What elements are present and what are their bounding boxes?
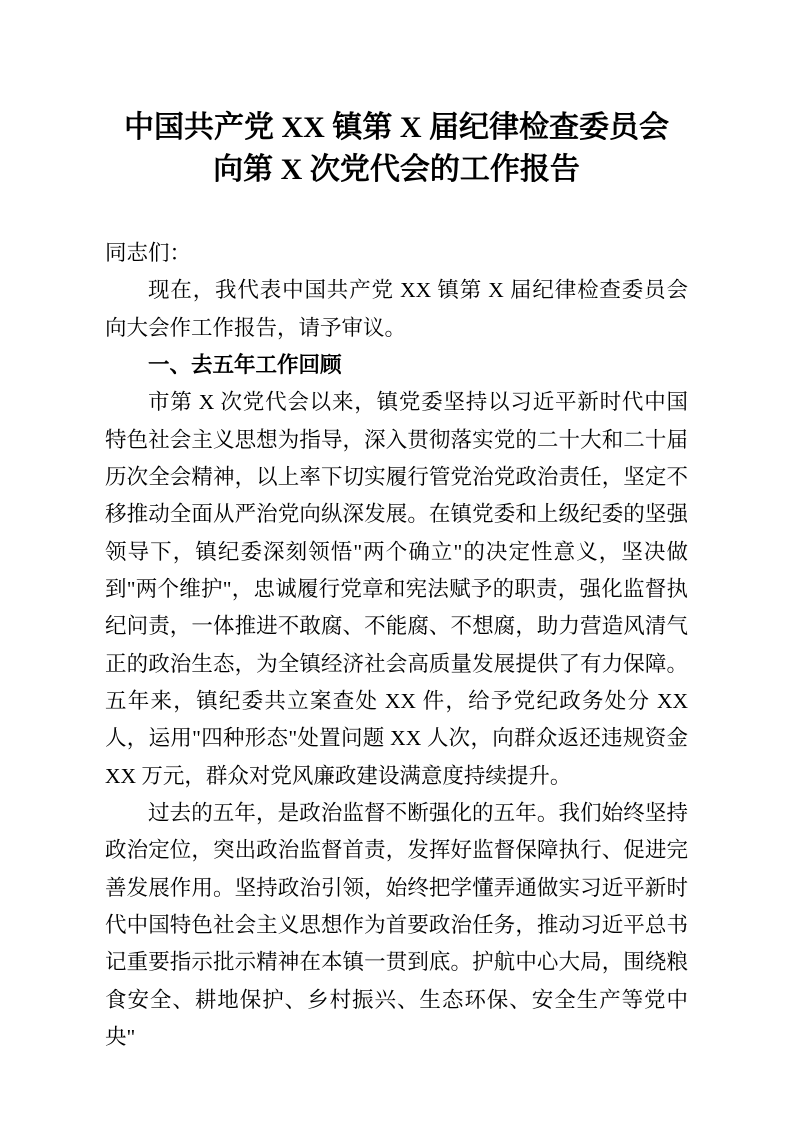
intro-paragraph: 现在，我代表中国共产党 XX 镇第 X 届纪律检查委员会向大会作工作报告，请予审议。 — [105, 278, 688, 340]
body-paragraph-2: 过去的五年，是政治监督不断强化的五年。我们始终坚持政治定位，突出政治监督首责，发挥好监督保障执行、促进完善发展作用。坚持政治引领，始终把学懂弄通做实习近平新时代中国特色社会主义思想作为首要政治任务，推动习近平总书记重要指示批示精神在本镇一贯到底。护航中心大局，围绕粮食安全、耕地保护、乡村振兴、生态环保、安全生产等党中央" — [105, 800, 688, 1049]
document-title — [105, 107, 688, 191]
document-title-line-1: 中国共产党 XX 镇第 X 届纪律检查委员会 — [124, 111, 669, 144]
document-title-line-2: 向第 X 次党代会的工作报告 — [213, 153, 580, 186]
body-paragraph-1: 市第 X 次党代会以来，镇党委坚持以习近平新时代中国特色社会主义思想为指导，深入贯彻落实党的二十大和二十届历次全会精神，以上率下切实履行管党治党政治责任，坚定不移推动全面从严治党向纵深发展。在镇党委和上级纪委的坚强领导下，镇纪委深刻领悟"两个确立"的决定性意义，坚决做到"两个维护"，忠诚履行党章和宪法赋予的职责，强化监督执纪问责，一体推进不敢腐、不能腐、不想腐，助力营造风清气正的政治生态，为全镇经济社会高质量发展提供了有力保障。五年来，镇纪委共立案查处 XX 件，给予党纪政务处分 XX 人，运用"四种形态"处置问题 XX 人次，向群众返还违规资金 XX 万元，群众对党风廉政建设满意度持续提升。 — [105, 390, 688, 788]
salutation: 同志们： — [105, 241, 192, 265]
document-body — [105, 235, 688, 1056]
section-1-heading: 一、去五年工作回顾 — [148, 352, 342, 377]
